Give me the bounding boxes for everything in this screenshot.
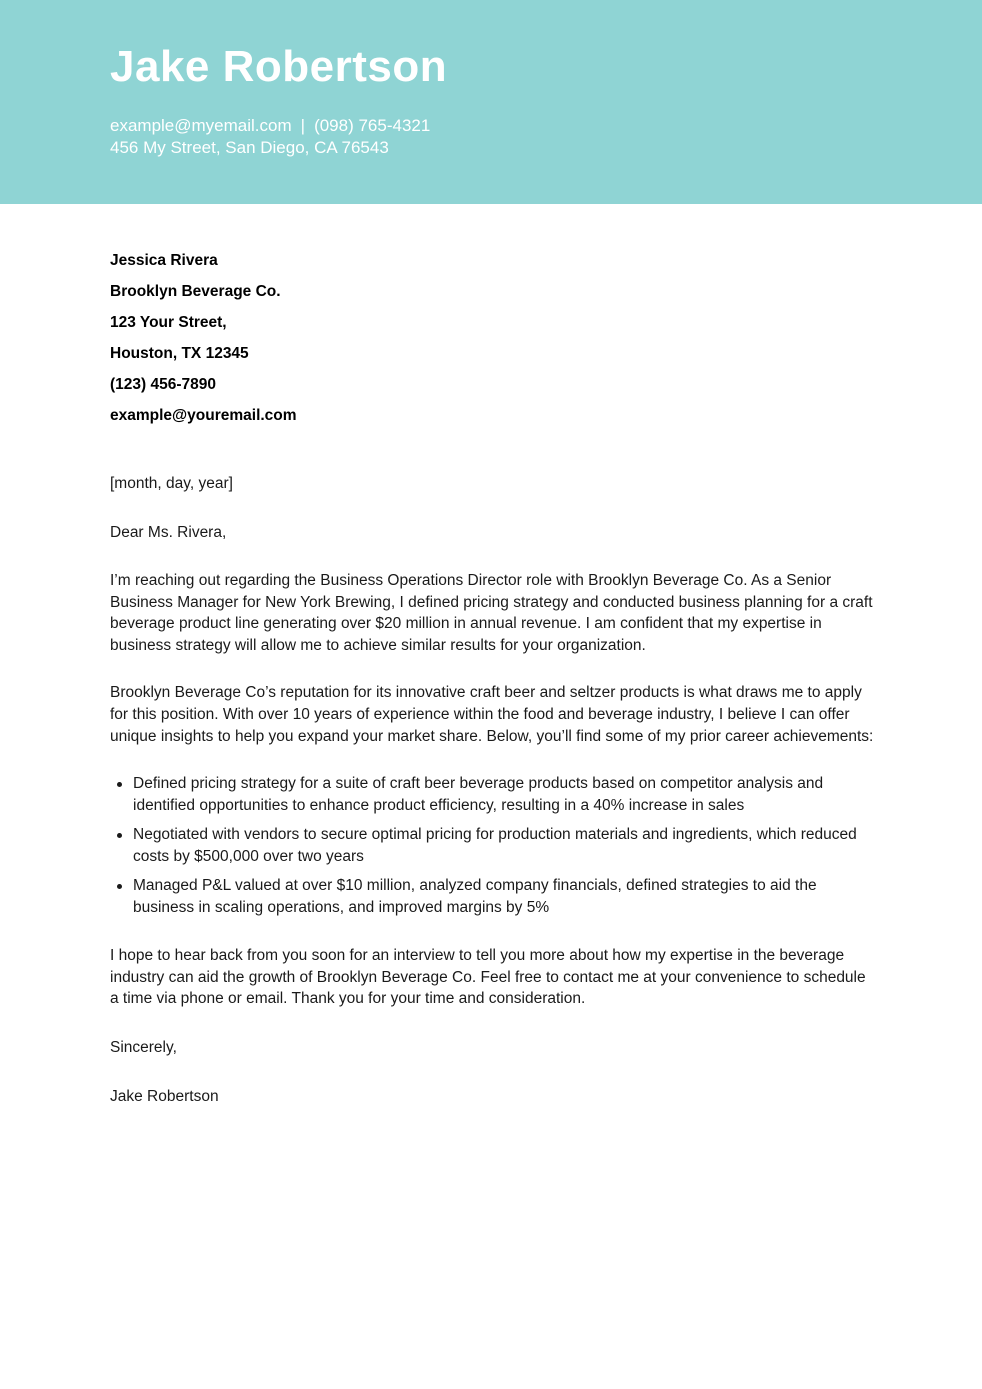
sender-contact-line (110, 116, 430, 136)
bullet-dot-icon (117, 833, 122, 838)
motivation-paragraph: Brooklyn Beverage Co’s reputation for its innovative craft beer and seltzer products is what draws me to apply for this position. With over 10 years of experience within the food and beverage industry, I believe I can offer unique insights to help you expand your market share. Below, you’ll find some of my prior career achievements: (110, 684, 874, 745)
recipient-city: Houston, TX 12345 (110, 345, 249, 362)
recipient-name: Jessica Rivera (110, 252, 218, 269)
recipient-email: example@youremail.com (110, 407, 297, 424)
bullet-dot-icon (117, 884, 122, 889)
letter-body (110, 250, 875, 1108)
closing-paragraph: I hope to hear back from you soon for an interview to tell you more about how my expertise in the beverage industry can aid the growth of Brooklyn Beverage Co. Feel free to contact me at your convenience to schedule a time via phone or email. Thank you for your time and consideration. (110, 947, 866, 1008)
achievement-text: Defined pricing strategy for a suite of craft beer beverage products based on competitor analysis and identified opportunities to enhance product efficiency, resulting in a 40% increase in sales (133, 775, 824, 815)
achievements-list (110, 773, 875, 919)
sender-name: Jake Robertson (110, 42, 448, 91)
bullet-dot-icon (117, 782, 122, 787)
recipient-block (110, 250, 875, 436)
sender-address: 456 My Street, San Diego, CA 76543 (110, 138, 389, 157)
achievement-item (133, 773, 875, 817)
sender-email: example@myemail.com (110, 116, 292, 135)
achievement-item (133, 824, 875, 868)
achievement-text: Managed P&L valued at over $10 million, analyzed company financials, defined strategies to aid the business in scaling operations, and improved margins by 5% (133, 877, 817, 917)
intro-paragraph: I’m reaching out regarding the Business Operations Director role with Brooklyn Beverage Co. As a Senior Business Manager for New York Brewing, I defined pricing strategy and conducted business planning for a craft beverage product line generating over $20 million in annual revenue. I am confident that my expertise in business strategy will allow me to achieve similar results for your organization. (110, 572, 873, 654)
salutation: Dear Ms. Rivera, (110, 524, 227, 541)
contact-separator: | (300, 116, 306, 135)
closing-phrase: Sincerely, (110, 1038, 177, 1056)
signature: Jake Robertson (110, 1087, 219, 1105)
achievement-text: Negotiated with vendors to secure optimal pricing for production materials and ingredients, which reduced costs by $500,000 over two years (133, 826, 857, 866)
recipient-phone: (123) 456-7890 (110, 376, 216, 393)
recipient-company: Brooklyn Beverage Co. (110, 283, 281, 300)
letter-date: [month, day, year] (110, 475, 233, 492)
recipient-street: 123 Your Street, (110, 314, 227, 331)
achievement-item (133, 875, 875, 919)
letter-header (0, 0, 982, 204)
sender-phone: (098) 765-4321 (314, 116, 431, 135)
